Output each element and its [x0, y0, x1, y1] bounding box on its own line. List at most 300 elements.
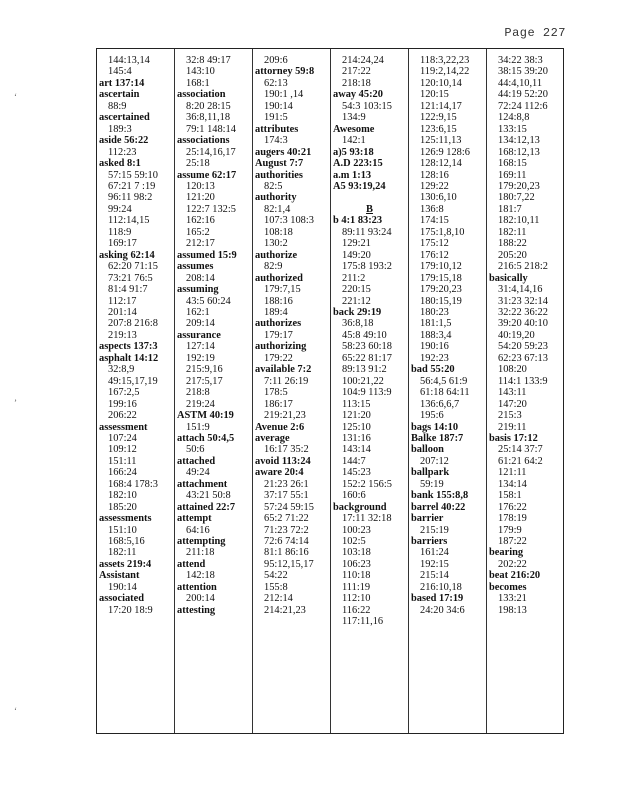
- index-entry: art 137:14: [99, 77, 145, 89]
- index-entry: aware 20:4: [255, 467, 304, 479]
- index-reference: 32:8 49:17: [186, 55, 231, 66]
- index-reference: 118:3,22,23: [420, 55, 470, 66]
- index-reference: 142:1: [342, 135, 366, 147]
- index-entry: barriers: [411, 536, 448, 548]
- index-reference: 104:9 113:9: [342, 387, 392, 399]
- index-reference: 121:11: [498, 467, 527, 479]
- index-reference: 39:20 40:10: [498, 318, 548, 330]
- index-reference: 122:9,15: [420, 112, 457, 124]
- index-entry: avoid 113:24: [255, 455, 311, 467]
- index-reference: 215:3: [498, 410, 522, 422]
- index-reference: 24:20 34:6: [420, 604, 465, 616]
- index-reference: 179:9: [498, 524, 522, 536]
- index-entry: attesting: [177, 604, 216, 616]
- index-reference: 200:14: [186, 593, 215, 605]
- index-entry: Balke 187:7: [411, 432, 464, 444]
- index-reference: 89:13 91:2: [342, 364, 387, 376]
- index-reference: 82:9: [264, 261, 283, 273]
- index-reference: 179:17: [264, 329, 293, 341]
- index-reference: 61:18 64:11: [420, 387, 470, 399]
- index-entry: associated: [99, 593, 145, 605]
- index-reference: 120:15: [420, 89, 449, 101]
- index-entry: A5 93:19,24: [333, 180, 386, 192]
- index-reference: 209:6: [264, 55, 288, 66]
- index-reference: 31:4,14,16: [498, 284, 543, 296]
- index-reference: 89:11 93:24: [342, 226, 392, 238]
- index-entry: back 29:19: [333, 306, 382, 318]
- index-reference: 192:19: [186, 352, 215, 364]
- index-reference: 108:20: [498, 364, 527, 376]
- index-reference: 128:16: [420, 169, 449, 181]
- index-reference: 44:19 52:20: [498, 89, 548, 101]
- index-reference: 112:23: [108, 146, 137, 158]
- index-reference: 180:15,19: [420, 295, 462, 307]
- index-reference: 199:16: [108, 398, 137, 410]
- index-entry: assessment: [99, 421, 148, 433]
- index-reference: 129:21: [342, 238, 371, 250]
- index-reference: 192:15: [420, 558, 449, 570]
- index-reference: 102:5: [342, 536, 366, 548]
- index-reference: 32:8,9: [108, 364, 135, 376]
- index-column-6: [487, 55, 564, 729]
- index-reference: 59:19: [420, 478, 444, 490]
- index-entry: attained 22:7: [177, 501, 236, 513]
- index-reference: 216:10,18: [420, 581, 462, 593]
- index-reference: 120:10,14: [420, 77, 462, 89]
- index-reference: 176:22: [498, 501, 527, 513]
- index-column-2: [175, 55, 252, 729]
- index-reference: 43:21 50:8: [186, 490, 231, 502]
- index-reference: 54:3 103:15: [342, 100, 392, 112]
- index-reference: 180:7,22: [498, 192, 535, 204]
- index-reference: 143:11: [498, 387, 527, 399]
- index-reference: 182:10,11: [498, 215, 540, 227]
- index-reference: 45:8 49:10: [342, 329, 387, 341]
- index-reference: 179:10,12: [420, 261, 462, 273]
- index-reference: 160:6: [342, 490, 366, 502]
- index-reference: 175:1,8,10: [420, 226, 465, 238]
- index-reference: 187:22: [498, 536, 527, 548]
- index-reference: 126:9 128:6: [420, 146, 470, 158]
- index-entry: aspects 137:3: [99, 341, 158, 353]
- index-reference: 112:10: [342, 593, 371, 605]
- index-reference: 25:14,16,17: [186, 146, 236, 158]
- index-reference: 219:13: [108, 329, 137, 341]
- index-column-5: [409, 55, 486, 729]
- index-reference: 212:17: [186, 238, 215, 250]
- index-reference: 110:18: [342, 570, 371, 582]
- index-reference: 119:2,14,22: [420, 66, 470, 78]
- index-reference: 81:1 86:16: [264, 547, 309, 559]
- index-reference: 201:14: [108, 306, 137, 318]
- index-reference: 36:8,18: [342, 318, 374, 330]
- index-reference: 113:15: [342, 398, 371, 410]
- index-reference: 111:19: [342, 581, 371, 593]
- index-reference: 17:11 32:18: [342, 513, 392, 525]
- index-reference: 99:24: [108, 203, 132, 215]
- index-reference: 165:2: [186, 226, 210, 238]
- index-entry: barrier: [411, 513, 444, 525]
- index-reference: 38:15 39:20: [498, 66, 548, 78]
- index-entry: asking 62:14: [99, 249, 155, 261]
- index-reference: 217:22: [342, 66, 371, 78]
- index-reference: 125:10: [342, 421, 371, 433]
- index-reference: 158:1: [498, 490, 522, 502]
- index-reference: 169:17: [108, 238, 137, 250]
- margin-mark: ʼ: [14, 398, 17, 408]
- index-reference: 125:11,13: [420, 135, 462, 147]
- index-entry: basis 17:12: [489, 432, 538, 444]
- index-entry: bad 55:20: [411, 364, 455, 376]
- index-reference: 142:18: [186, 570, 215, 582]
- index-reference: 124:8,8: [498, 112, 530, 124]
- index-reference: 62:13: [264, 77, 288, 89]
- index-reference: 118:9: [108, 226, 132, 238]
- index-reference: 40:19,20: [498, 329, 535, 341]
- index-reference: 71:23 72:2: [264, 524, 309, 536]
- index-entry: August 7:7: [255, 158, 304, 170]
- index-entry: attributes: [255, 123, 299, 135]
- index-reference: 136:6,6,7: [420, 398, 460, 410]
- index-reference: 182:11: [108, 547, 137, 559]
- index-reference: 100:23: [342, 524, 371, 536]
- index-entry: authorities: [255, 169, 303, 181]
- index-entry: bags 14:10: [411, 421, 459, 433]
- index-reference: 188:16: [264, 295, 293, 307]
- index-entry: beat 216:20: [489, 570, 541, 582]
- index-reference: 56:4,5 61:9: [420, 375, 468, 387]
- index-reference: 134:12,13: [498, 135, 540, 147]
- index-entry: away 45:20: [333, 89, 383, 101]
- index-reference: 168:4 178:3: [108, 478, 158, 490]
- index-reference: 189:4: [264, 306, 288, 318]
- index-reference: 151:10: [108, 524, 137, 536]
- index-reference: 190:16: [420, 341, 449, 353]
- index-reference: 49:15,17,19: [108, 375, 158, 387]
- index-reference: 127:14: [186, 341, 215, 353]
- index-reference: 175:8 193:2: [342, 261, 392, 273]
- index-reference: 198:13: [498, 604, 527, 616]
- index-reference: 61:21 64:2: [498, 455, 543, 467]
- index-entry: assets 219:4: [99, 558, 152, 570]
- index-reference: 8:20 28:15: [186, 100, 231, 112]
- index-reference: 122:7 132:5: [186, 203, 236, 215]
- index-reference: 134:14: [498, 478, 527, 490]
- index-reference: 180:23: [420, 306, 449, 318]
- index-reference: 145:4: [108, 66, 132, 78]
- index-entry: authorized: [255, 272, 303, 284]
- index-reference: 36:8,11,18: [186, 112, 231, 124]
- index-entry: authorizes: [255, 318, 302, 330]
- index-reference: 152:2 156:5: [342, 478, 392, 490]
- index-reference: 185:20: [108, 501, 137, 513]
- index-reference: 166:24: [108, 467, 137, 479]
- index-reference: 103:18: [342, 547, 371, 559]
- index-reference: 67:21 7 :19: [108, 180, 156, 192]
- index-reference: 72:6 74:14: [264, 536, 309, 548]
- index-reference: 219:24: [186, 398, 215, 410]
- index-reference: 162:16: [186, 215, 215, 227]
- page-number: Page 227: [504, 26, 566, 40]
- index-reference: 168:12,13: [498, 146, 540, 158]
- index-entry: assumes: [177, 261, 214, 273]
- index-entry: becomes: [489, 581, 527, 593]
- index-reference: 147:20: [498, 398, 527, 410]
- index-reference: 144:7: [342, 455, 366, 467]
- index-reference: 123:6,15: [420, 123, 457, 135]
- index-reference: 178:5: [264, 387, 288, 399]
- index-reference: 220:15: [342, 284, 371, 296]
- index-reference: 182:11: [498, 226, 527, 238]
- index-reference: 65:22 81:17: [342, 352, 392, 364]
- index-reference: 151:11: [108, 455, 137, 467]
- index-reference: 100:21,22: [342, 375, 384, 387]
- index-reference: 34:22 38:3: [498, 55, 543, 66]
- index-reference: 176:12: [420, 249, 449, 261]
- index-reference: 117:11,16: [342, 616, 384, 628]
- index-reference: 116:22: [342, 604, 371, 616]
- index-reference: 190:14: [264, 100, 293, 112]
- index-reference: 144:13,14: [108, 55, 150, 66]
- index-entry: associations: [177, 135, 230, 147]
- index-reference: 168:5,16: [108, 536, 145, 548]
- index-reference: 25:14 37:7: [498, 444, 543, 456]
- index-entry: ascertained: [99, 112, 150, 124]
- index-reference: 25:18: [186, 158, 210, 170]
- index-reference: 207:8 216:8: [108, 318, 158, 330]
- index-reference: 182:10: [108, 490, 137, 502]
- index-reference: 108:18: [264, 226, 293, 238]
- index-reference: 121:20: [186, 192, 215, 204]
- index-entry: augers 40:21: [255, 146, 312, 158]
- index-reference: 130:6,10: [420, 192, 457, 204]
- index-reference: 167:2,5: [108, 387, 140, 399]
- index-reference: 190:14: [108, 581, 137, 593]
- index-entry: association: [177, 89, 226, 101]
- index-entry: ascertain: [99, 89, 140, 101]
- index-reference: 190:1 ,14: [264, 89, 304, 101]
- index-reference: 130:2: [264, 238, 288, 250]
- index-entry: assurance: [177, 329, 221, 341]
- margin-mark: ʻ: [14, 92, 17, 102]
- index-reference: 136:8: [420, 203, 444, 215]
- index-entry: Awesome: [333, 123, 375, 135]
- index-reference: 209:14: [186, 318, 215, 330]
- index-entry: attorney 59:8: [255, 66, 315, 78]
- index-reference: 179:20,23: [498, 180, 540, 192]
- index-reference: 88:9: [108, 100, 127, 112]
- index-reference: 212:14: [264, 593, 293, 605]
- index-entry: attach 50:4,5: [177, 432, 235, 444]
- index-entry: balloon: [411, 444, 444, 456]
- index-entry: assumed 15:9: [177, 249, 237, 261]
- index-reference: 131:16: [342, 432, 371, 444]
- index-reference: 174:15: [420, 215, 449, 227]
- index-reference: 49:24: [186, 467, 210, 479]
- index-reference: 168:1: [186, 77, 210, 89]
- index-reference: 121:20: [342, 410, 371, 422]
- index-reference: 133:21: [498, 593, 527, 605]
- index-reference: 107:3 108:3: [264, 215, 314, 227]
- index-entry: background: [333, 501, 387, 513]
- index-reference: 186:17: [264, 398, 293, 410]
- index-entry: assuming: [177, 284, 219, 296]
- index-reference: 96:11 98:2: [108, 192, 153, 204]
- index-reference: 64:16: [186, 524, 210, 536]
- index-reference: 31:23 32:14: [498, 295, 548, 307]
- index-entry: asphalt 14:12: [99, 352, 159, 364]
- section-letter: B: [366, 203, 373, 215]
- index-reference: 50:6: [186, 444, 205, 456]
- index-entry: available 7:2: [255, 364, 312, 376]
- index-reference: 205:20: [498, 249, 527, 261]
- index-reference: 112:17: [108, 295, 137, 307]
- index-reference: 189:3: [108, 123, 132, 135]
- index-reference: 169:11: [498, 169, 527, 181]
- index-reference: 218:18: [342, 77, 371, 89]
- index-column-1: [97, 55, 174, 729]
- index-entry: bank 155:8,8: [411, 490, 469, 502]
- index-reference: 106:23: [342, 558, 371, 570]
- index-entry: authority: [255, 192, 297, 204]
- index-entry: ballpark: [411, 467, 450, 479]
- index-reference: 54:22: [264, 570, 288, 582]
- index-reference: 73:21 76:5: [108, 272, 153, 284]
- index-reference: 215:19: [420, 524, 449, 536]
- index-entry: authorizing: [255, 341, 307, 353]
- index-entry: authorize: [255, 249, 298, 261]
- index-reference: 109:12: [108, 444, 137, 456]
- index-reference: 149:20: [342, 249, 371, 261]
- index-reference: 7:11 26:19: [264, 375, 309, 387]
- index-reference: 181:1,5: [420, 318, 452, 330]
- index-reference: 179:15,18: [420, 272, 462, 284]
- index-entry: assessments: [99, 513, 152, 525]
- index-entry: attempt: [177, 513, 212, 525]
- index-reference: 155:8: [264, 581, 288, 593]
- index-entry: Avenue 2:6: [255, 421, 305, 433]
- index-reference: 62:23 67:13: [498, 352, 548, 364]
- index-reference: 218:8: [186, 387, 210, 399]
- index-reference: 17:20 18:9: [108, 604, 153, 616]
- index-column-4: [331, 55, 408, 729]
- index-entry: average: [255, 432, 290, 444]
- index-reference: 145:23: [342, 467, 371, 479]
- index-entry: attempting: [177, 536, 226, 548]
- index-reference: 43:5 60:24: [186, 295, 231, 307]
- index-reference: 107:24: [108, 432, 137, 444]
- index-entry: based 17:19: [411, 593, 464, 605]
- index-entry: attachment: [177, 478, 228, 490]
- index-entry: assume 62:17: [177, 169, 237, 181]
- index-reference: 128:12,14: [420, 158, 462, 170]
- index-column-3: [253, 55, 330, 729]
- index-reference: 162:1: [186, 306, 210, 318]
- index-reference: 21:23 26:1: [264, 478, 309, 490]
- index-entry: asked 8:1: [99, 158, 141, 170]
- index-reference: 175:12: [420, 238, 449, 250]
- index-reference: 219:11: [498, 421, 527, 433]
- index-reference: 206:22: [108, 410, 137, 422]
- index-reference: 54:20 59:23: [498, 341, 548, 353]
- index-reference: 207:12: [420, 455, 449, 467]
- index-reference: 188:3,4: [420, 329, 452, 341]
- index-reference: 72:24 112:6: [498, 100, 548, 112]
- index-reference: 82:1,4: [264, 203, 291, 215]
- index-reference: 168:15: [498, 158, 527, 170]
- index-reference: 58:23 60:18: [342, 341, 392, 353]
- margin-mark: ʻ: [14, 706, 17, 716]
- index-reference: 181:7: [498, 203, 522, 215]
- index-reference: 151:9: [186, 421, 210, 433]
- index-reference: 188:22: [498, 238, 527, 250]
- index-reference: 133:15: [498, 123, 527, 135]
- index-reference: 195:6: [420, 410, 444, 422]
- index-reference: 82:5: [264, 180, 283, 192]
- index-entry: a.m 1:13: [333, 169, 372, 181]
- index-entry: a)5 93:18: [333, 146, 374, 158]
- index-reference: 208:14: [186, 272, 215, 284]
- index-reference: 221:12: [342, 295, 371, 307]
- index-reference: 202:22: [498, 558, 527, 570]
- index-reference: 211:18: [186, 547, 215, 559]
- index-entry: attend: [177, 558, 206, 570]
- index-reference: 214:24,24: [342, 55, 384, 66]
- index-reference: 179:22: [264, 352, 293, 364]
- index-reference: 216:5 218:2: [498, 261, 548, 273]
- index-reference: [331, 192, 408, 203]
- index-reference: 217:5,17: [186, 375, 223, 387]
- index-reference: 174:3: [264, 135, 288, 147]
- index-reference: 32:22 36:22: [498, 306, 548, 318]
- index-reference: 65:2 71:22: [264, 513, 309, 525]
- index-reference: 129:22: [420, 180, 449, 192]
- index-entry: attention: [177, 581, 217, 593]
- index-reference: 121:14,17: [420, 100, 462, 112]
- index-reference: 57:15 59:10: [108, 169, 158, 181]
- index-entry: barrel 40:22: [411, 501, 466, 513]
- index-reference: 16:17 35:2: [264, 444, 309, 456]
- index-reference: 143:14: [342, 444, 371, 456]
- index-entry: Assistant: [99, 570, 140, 582]
- index-entry: bearing: [489, 547, 524, 559]
- index-reference: 178:19: [498, 513, 527, 525]
- index-reference: 120:13: [186, 180, 215, 192]
- index-reference: 114:1 133:9: [498, 375, 548, 387]
- index-reference: 192:23: [420, 352, 449, 364]
- index-reference: 79:1 148:14: [186, 123, 236, 135]
- index-entry: aside 56:22: [99, 135, 149, 147]
- index-reference: 37:17 55:1: [264, 490, 309, 502]
- index-reference: 57:24 59:15: [264, 501, 314, 513]
- index-reference: 134:9: [342, 112, 366, 124]
- index-table: [96, 48, 564, 734]
- index-reference: 214:21,23: [264, 604, 306, 616]
- index-entry: b 4:1 83:23: [333, 215, 383, 227]
- index-reference: 44:4,10,11: [498, 77, 543, 89]
- index-reference: 62:20 71:15: [108, 261, 158, 273]
- index-reference: 215:14: [420, 570, 449, 582]
- index-reference: 219:21,23: [264, 410, 306, 422]
- index-reference: 81:4 91:7: [108, 284, 148, 296]
- index-entry: ASTM 40:19: [177, 410, 234, 422]
- index-reference: 211:2: [342, 272, 366, 284]
- index-reference: 161:24: [420, 547, 449, 559]
- index-reference: 143:10: [186, 66, 215, 78]
- index-reference: 179:20,23: [420, 284, 462, 296]
- index-reference: 179:7,15: [264, 284, 301, 296]
- index-reference: 215:9,16: [186, 364, 223, 376]
